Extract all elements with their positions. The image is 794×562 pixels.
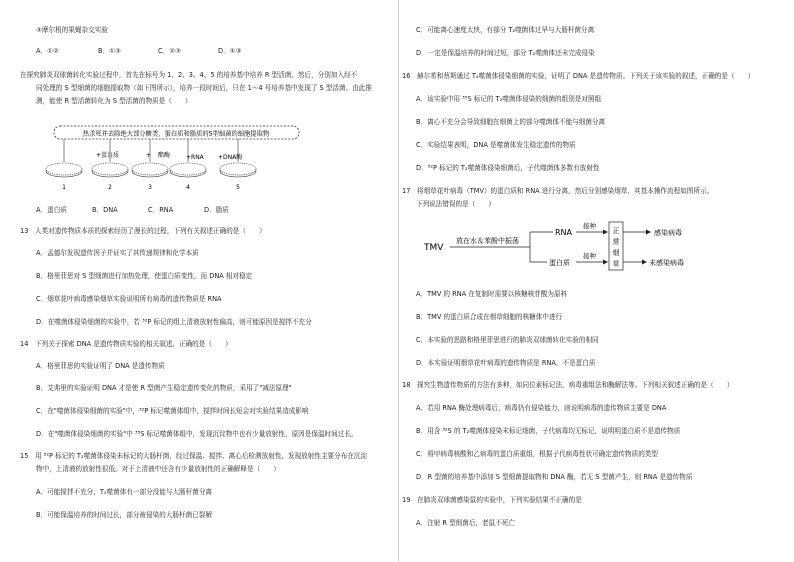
q14-stem: 14 下列关于探索 DNA 是遗传物质实验的相关叙述，正确的是（ ） bbox=[20, 340, 232, 348]
q17-stem-line1: 17 将烟草花叶病毒（TMV）的蛋白质和 RNA 进行分离，然后分别感染烟草，其基本操作流程如图所示。 bbox=[402, 187, 714, 195]
q16-option-a: A．该实验中用 ³⁵S 标记的 T₂噬菌体侵染的细菌的组别是对照组 bbox=[416, 95, 602, 103]
q17-option-b: B．TMV 的蛋白质合成在烟草细胞的核糖体中进行 bbox=[416, 313, 563, 321]
q16-option-b: B．离心不充分会导致细胞在细菌上的部分噬菌体不能与细菌分离 bbox=[416, 118, 606, 126]
q18-option-d: D．R 型菌的培养基中添加 S 型细菌提取物和 DNA 酶，若无 S 型菌产生，则 RNA 是遗传物质 bbox=[416, 473, 693, 481]
q15-stem-line1: 15 用 ³²P 标记的 T₂噬菌体侵染未标记的大肠杆菌，经过保温、搅拌、离心后检测放射性，发现放射性主要分布在沉淀 bbox=[20, 452, 368, 460]
dish-number-3: 3 bbox=[148, 184, 152, 191]
q13-option-c: C．烟草花叶病毒感染烟草实验说明所有病毒的遗传物质是 RNA bbox=[36, 295, 222, 303]
dish-1 bbox=[46, 163, 82, 177]
option-b: B．DNA bbox=[92, 206, 118, 214]
option-d: D．①③ bbox=[218, 47, 242, 55]
q14-option-b: B．艾弗里的实验证明 DNA 才是使 R 型菌产生稳定遗传变化的物质，采用了"减法原理" bbox=[36, 384, 292, 392]
extract-box-label: 热杀死并去除绝大部分糖类、蛋白质和脂质的S型细菌的细胞提取物 bbox=[82, 130, 270, 138]
q15-option-c: C．可能离心速度太快，有部分 T₂噬菌体过早与大肠杆菌分离 bbox=[416, 26, 595, 34]
q16-stem: 16 赫尔希和蔡斯通过 T₂噬菌体侵染细菌的实验，证明了 DNA 是遗传物质。下列关于该实验的叙述，正确的是（ ） bbox=[402, 72, 755, 80]
enzyme-label-protein: +蛋白质 bbox=[96, 152, 120, 159]
enzyme-label-rna: +RNA bbox=[186, 154, 204, 161]
q12-figure bbox=[40, 124, 310, 194]
q17-option-c: C．本实验的思路和格里菲思进行的肺炎双球菌转化实验的相同 bbox=[416, 336, 599, 344]
dish-number-5: 5 bbox=[236, 184, 240, 191]
tmv-label: TMV bbox=[424, 243, 444, 253]
plant-char-2: 常 bbox=[612, 238, 620, 246]
option-d: D．脂质 bbox=[204, 206, 229, 214]
q19-stem: 19 在肺炎双球菌感染鼠的实验中，下列实验结果不正确的是 bbox=[402, 496, 582, 504]
q13-option-a: A．孟德尔发现遗传因子并证实了其传递规律和化学本质 bbox=[36, 249, 199, 257]
rna-label: RNA bbox=[555, 228, 573, 237]
dish-3 bbox=[132, 163, 168, 177]
inoculate-label-2: 接种 bbox=[583, 252, 596, 260]
column-divider bbox=[398, 0, 399, 562]
q15-option-a: A．可能搅拌不充分，T₂噬菌体有一部分没能与大肠杆菌分离 bbox=[36, 488, 213, 496]
enzyme-label-plus: + bbox=[146, 152, 152, 159]
process-label: 放在水＆苯酚中振荡 bbox=[456, 237, 519, 245]
option-c: C．②③ bbox=[158, 47, 182, 55]
plant-char-3: 烟 bbox=[612, 249, 620, 257]
q16-option-d: D．³²P 标记的 T₂噬菌体侵染细菌后，子代噬菌体多数有放射性 bbox=[416, 164, 600, 172]
option-b: B．①③ bbox=[98, 47, 121, 55]
dish-2 bbox=[92, 163, 128, 177]
prev-question-options bbox=[36, 47, 242, 55]
q13-stem: 13 人类对遗传物质本质的探索经历了漫长的过程，下列有关叙述正确的是（ ） bbox=[20, 227, 266, 235]
q18-option-a: A．若用 RNA 酶处理病毒后，病毒仍有侵染能力，则说明病毒的遗传物质主要是 DNA bbox=[416, 404, 667, 412]
q14-option-c: C．在"噬菌体侵染细菌的实验"中，³²P 标记噬菌体组中，搅拌时间长短会对实验结果造成影响 bbox=[36, 407, 309, 415]
q13-option-b: B．格里菲思对 S 型细菌进行加热处理，使蛋白质变性，而 DNA 相对稳定 bbox=[36, 272, 253, 280]
q17-diagram bbox=[420, 218, 720, 274]
q18-stem: 18 探究生物遗传物质的方法有多种，如同位素标记法，病毒重组法和酶解法等。下列相关叙述正确的是（ ） bbox=[402, 381, 734, 389]
q18-option-c: C．将甲病毒核酸和乙病毒的蛋白质重组，根据子代病毒性状可确定遗传物质的类型 bbox=[416, 450, 658, 458]
q16-option-c: C．实验结果表明，DNA 是噬菌体发生稳定遗传的物质 bbox=[416, 141, 576, 149]
right-column bbox=[400, 0, 794, 562]
dish-number-4: 4 bbox=[186, 184, 190, 191]
q12-options bbox=[36, 206, 229, 214]
statement-3: ③摩尔根的果蝇杂交实验 bbox=[36, 26, 108, 34]
q12-stem-line3: 测，能使 R 型活菌转化为 S 型活菌的物质是（ ） bbox=[36, 97, 192, 105]
q18-option-b: B．用含 ³²S 的 T₂噬菌体侵染未标记细菌，子代病毒均无标记，说明明蛋白质不是遗传物质 bbox=[416, 427, 681, 435]
q13-option-d: D．在噬菌体侵染细菌的实验中，若 ³²P 标记的组上清液放射性偏高，则可能原因是搅拌不充分 bbox=[36, 318, 312, 326]
q12-stem-line1: 在探究肺炎双球菌转化实验过程中，首先在标号为 1、2、3、4、5 的培养基中培养 R 型活菌，然后，分别加入经不 bbox=[20, 71, 358, 79]
plant-char-1: 正 bbox=[612, 227, 620, 235]
dish-number-1: 1 bbox=[62, 184, 66, 191]
plant-char-4: 草 bbox=[612, 260, 620, 268]
dish-4 bbox=[170, 163, 206, 177]
enzyme-label-esterase: 酯酶 bbox=[158, 152, 171, 159]
option-a: A．蛋白质 bbox=[36, 206, 67, 214]
enzyme-label-dnase: +DNA酶 bbox=[218, 154, 243, 161]
q12-stem-line2: 同处理的 S 型细菌的细胞提取物（如下图所示），培养一段时间后，只在 1～4 号培养基中发现了 S 型活菌。由此推 bbox=[36, 84, 372, 92]
q14-option-a: A．格里菲思的实验证明了 DNA 是遗传物质 bbox=[36, 362, 165, 370]
q17-option-a: A．TMV 的 RNA 在复制时需要以核糖核苷酸为原料 bbox=[416, 290, 568, 298]
q17-option-d: D．本实验证明烟草花叶病毒的遗传物质是 RNA，不是蛋白质 bbox=[416, 359, 596, 367]
q14-option-d: D．在"噬菌体侵染细菌的实验"中 ³⁵S 标记噬菌体组中，发现沉淀物中也有少量放射性，原因是保温时间过长。 bbox=[36, 430, 358, 438]
inoculate-label-1: 接种 bbox=[583, 222, 596, 230]
protein-label: 蛋白质 bbox=[549, 259, 570, 267]
q15-stem-line2: 物中，上清液的放射性很低。对于上清液中还含有少量放射性的正确解释是（ ） bbox=[36, 465, 280, 473]
dish-number-2: 2 bbox=[108, 184, 112, 191]
option-c: C．RNA bbox=[148, 206, 174, 214]
dish-5 bbox=[220, 163, 256, 177]
option-a: A．①② bbox=[36, 47, 59, 55]
q15-option-b: B．可能保温培养的时间过长，部分被侵染的大肠杆菌已裂解 bbox=[36, 511, 212, 519]
result-rna: 感染病毒 bbox=[654, 229, 682, 237]
q15-option-d: D．一定是保温培养的时间过短，部分 T₂噬菌体还未完成侵染 bbox=[416, 49, 595, 57]
result-protein: 未感染病毒 bbox=[649, 259, 684, 267]
q19-option-a: A．注射 R 型细菌后，老鼠不死亡 bbox=[416, 519, 516, 527]
q17-stem-line2: 下列说法错误的是（ ） bbox=[416, 200, 496, 208]
